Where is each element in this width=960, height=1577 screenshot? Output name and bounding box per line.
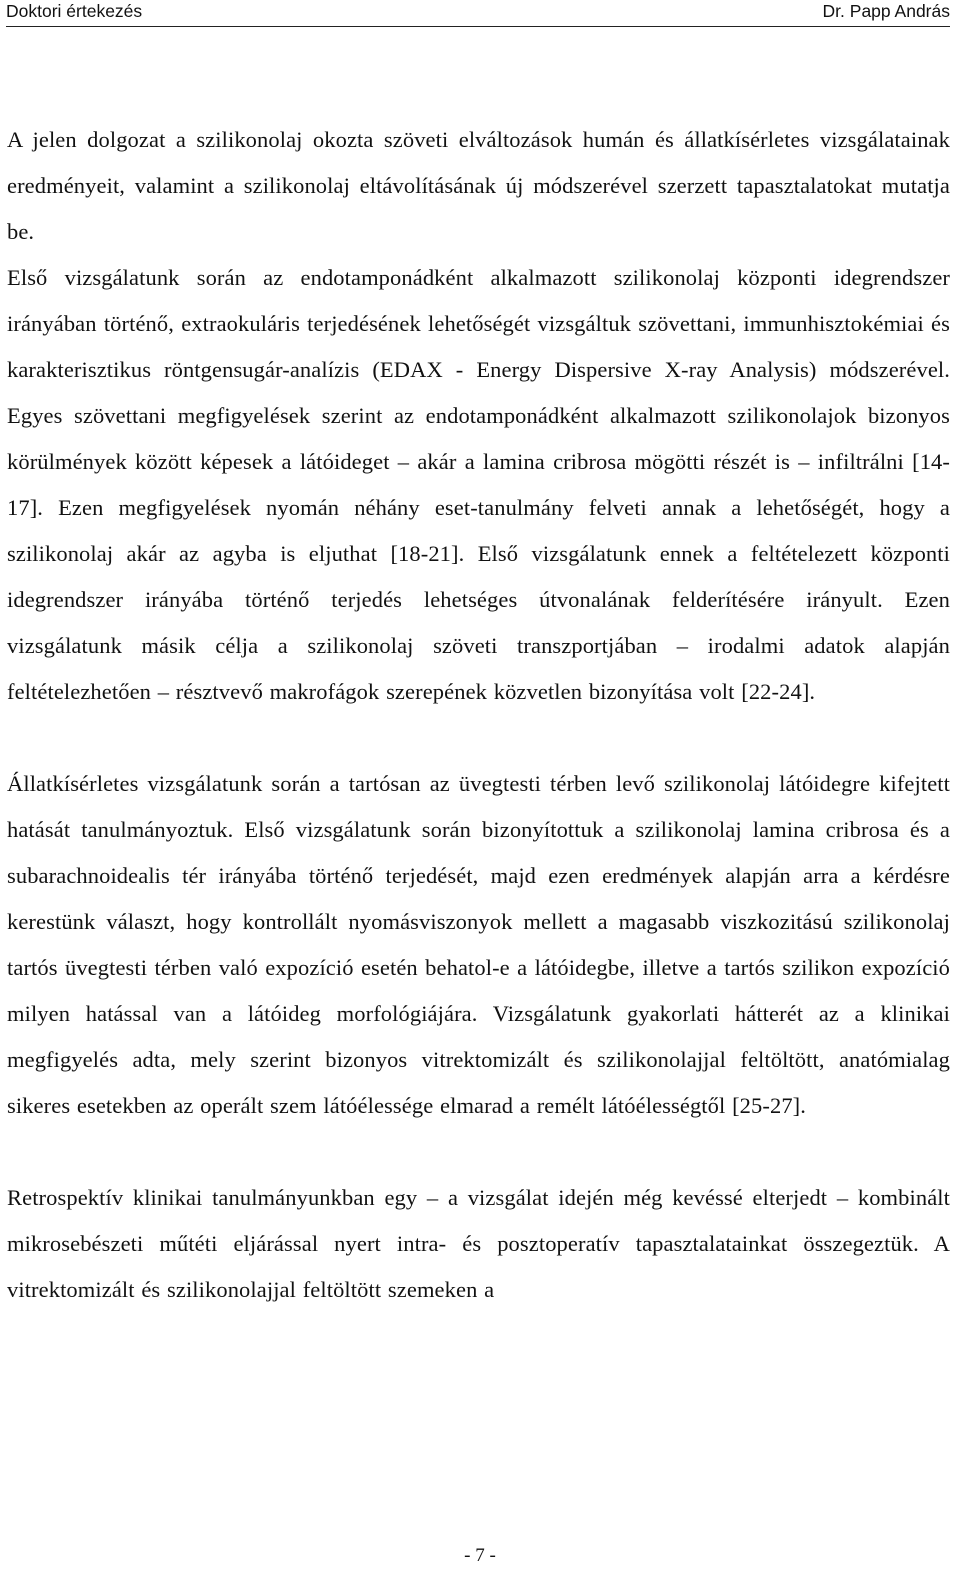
header-author: Dr. Papp András	[822, 1, 950, 21]
page-body	[7, 117, 950, 1313]
paragraph-clinical-study: Retrospektív klinikai tanulmányunkban egy – a vizsgálat idején még kevéssé elterjedt – kombinált mikrosebészeti műtéti eljárással nyert intra- és posztoperatív tapasztalatainkat összegeztük. A vitrektomizált és szilikonolajjal feltöltött szemeken a	[7, 1185, 950, 1302]
paragraph-animal-study: Állatkísérletes vizsgálatunk során a tartósan az üvegtesti térben levő szilikonolaj látóidegre kifejtett hatását tanulmányoztuk. Első vizsgálatunk során bizonyítottuk a szilikonolaj lamina cribrosa és a subarachnoidealis tér irányába történő terjedését, majd ezen eredmények alapján arra a kérdésre kerestünk választ, hogy kontrollált nyomásviszonyok mellett a magasabb viszkozitású szilikonolaj tartós üvegtesti térben való expozíció esetén behatol-e a látóidegbe, illetve a tartós szilikon expozíció milyen hatással van a látóideg morfológiájára. Vizsgálatunk gyakorlati hátterét az a klinikai megfigyelés adta, mely szerint bizonyos vitrektomizált és szilikonolajjal feltöltött, anatómialag sikeres esetekben az operált szem látóélessége elmarad a remélt látóélességtől [25-27].	[7, 771, 950, 1118]
paragraph-spacer	[7, 1129, 950, 1175]
page-header	[6, 0, 950, 27]
header-title: Doktori értekezés	[6, 1, 143, 21]
paragraph-intro: A jelen dolgozat a szilikonolaj okozta szöveti elváltozások humán és állatkísérletes vizsgálatainak eredményeit, valamint a szilikonolaj eltávolításának új módszerével szerzett tapasztalatokat mutatja be.	[7, 127, 950, 244]
paragraph-spacer	[7, 715, 950, 761]
page-number: - 7 -	[464, 1545, 496, 1566]
paragraph-first-study: Első vizsgálatunk során az endotamponádként alkalmazott szilikonolaj központi idegrendszer irányában történő, extraokuláris terjedésének lehetőségét vizsgáltuk szövettani, immunhisztokémiai és karakterisztikus röntgensugár-analízis (EDAX - Energy Dispersive X-ray Analysis) módszerével. Egyes szövettani megfigyelések szerint az endotamponádként alkalmazott szilikonolajok bizonyos körülmények között képesek a látóideget – akár a lamina cribrosa mögötti részét is – infiltrálni [14-17]. Ezen megfigyelések nyomán néhány eset-tanulmány felveti annak a lehetőségét, hogy a szilikonolaj akár az agyba is eljuthat [18-21]. Első vizsgálatunk ennek a feltételezett központi idegrendszer irányába történő terjedés lehetséges útvonalának felderítésére irányult. Ezen vizsgálatunk másik célja a szilikonolaj szöveti transzportjában – irodalmi adatok alapján feltételezhetően – résztvevő makrofágok szerepének közvetlen bizonyítása volt [22-24].	[7, 265, 950, 704]
